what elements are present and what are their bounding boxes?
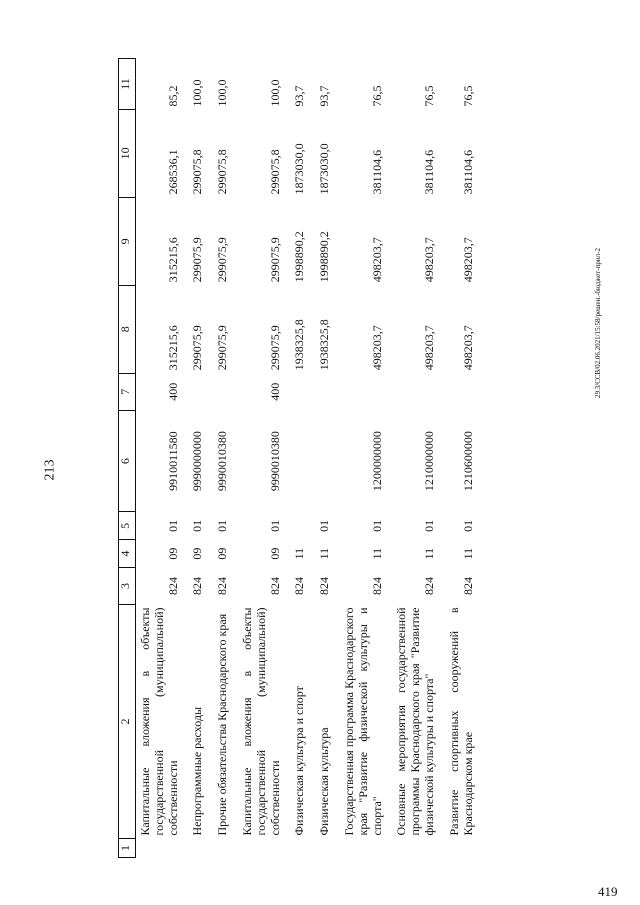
cell-c10: 381104,6: [460, 149, 475, 195]
cell-c7: [340, 373, 392, 410]
cell-c9: 498203,7: [369, 237, 384, 283]
cell-c7: 400: [267, 382, 282, 401]
cell-name: Капитальные вложения в объекты государственной (муниципальной) собственности: [239, 607, 282, 836]
cell-c4: 11: [292, 547, 307, 560]
cell-c11: 93,7: [292, 85, 307, 107]
cell-c4: 09: [165, 547, 180, 560]
cell-c7: 400: [165, 382, 180, 401]
col-header: 10: [119, 109, 136, 197]
cell-c5: 01: [165, 519, 180, 532]
cell-c3: 824: [165, 577, 180, 595]
cell-c11: 85,2: [165, 85, 180, 107]
cell-c11: 76,5: [421, 85, 436, 107]
cell-c11: 100,0: [215, 79, 230, 107]
header-row: [119, 59, 136, 858]
cell-c5: 01: [267, 519, 282, 532]
table-row: [136, 59, 189, 858]
cell-c5: 01: [190, 519, 205, 532]
cell-name: Непрограммные расходы: [190, 706, 205, 836]
cell-c11: 76,5: [460, 85, 475, 107]
cell-c11: 76,5: [369, 85, 384, 107]
cell-c4: 09: [215, 547, 230, 560]
table-row: [290, 59, 315, 858]
cell-c6: 9990010380: [267, 431, 282, 492]
budget-table-container: [118, 58, 558, 858]
col-header: 6: [119, 410, 136, 512]
cell-c4: 09: [267, 547, 282, 560]
cell-c5: 01: [421, 519, 436, 532]
cell-c5: 01: [369, 519, 384, 532]
cell-c3: 824: [317, 577, 332, 595]
cell-index: [445, 839, 484, 858]
table-row: [392, 59, 444, 858]
cell-c9: 498203,7: [460, 237, 475, 283]
cell-c8: 299075,9: [190, 325, 205, 371]
cell-c9: 299075,9: [190, 237, 205, 283]
col-header: 7: [119, 373, 136, 410]
cell-index: [188, 839, 213, 858]
cell-name: Основные мероприятия государственной программы Краснодарского края "Развитие физической культуры и спорта": [394, 607, 436, 836]
cell-c8: 498203,7: [421, 325, 436, 371]
cell-c3: 824: [460, 577, 475, 595]
table-row: [238, 59, 290, 858]
cell-name: Физическая культура и спорт: [292, 686, 307, 836]
cell-c6: 9910011580: [165, 431, 180, 491]
cell-c6: [290, 410, 315, 512]
cell-c9: 1998890,2: [317, 231, 332, 283]
cell-c6: [315, 410, 340, 512]
cell-c10: 1873030,0: [317, 143, 332, 195]
cell-c10: 381104,6: [421, 149, 436, 195]
table-row: [315, 59, 340, 858]
cell-c9: 299075,9: [215, 237, 230, 283]
cell-c7: [290, 373, 315, 410]
cell-c10: 268536,1: [165, 149, 180, 195]
cell-index: [392, 839, 444, 858]
cell-c6: 1210000000: [421, 431, 436, 492]
table-row: [188, 59, 213, 858]
cell-c3: 824: [190, 577, 205, 595]
cell-c11: 100,0: [267, 79, 282, 107]
cell-c10: 299075,8: [190, 149, 205, 195]
cell-c8: 1938325,8: [317, 319, 332, 371]
col-header: 9: [119, 197, 136, 285]
cell-c8: 1938325,8: [292, 319, 307, 371]
cell-c8: 299075,9: [215, 325, 230, 371]
cell-index: [238, 839, 290, 858]
cell-c8: 315215,6: [165, 325, 180, 371]
cell-c11: 100,0: [190, 79, 205, 107]
col-header: 8: [119, 285, 136, 373]
cell-c9: 315215,6: [165, 237, 180, 283]
cell-c7: [392, 373, 444, 410]
cell-c5: 01: [460, 519, 475, 532]
cell-c10: 381104,6: [369, 149, 384, 195]
cell-c6: 9990000000: [190, 431, 205, 492]
cell-c5: 01: [215, 519, 230, 532]
cell-name: Физическая культура: [317, 727, 332, 836]
col-header: 11: [119, 59, 136, 110]
cell-c8: 299075,9: [267, 325, 282, 371]
cell-c7: [188, 373, 213, 410]
cell-c8: 498203,7: [460, 325, 475, 371]
cell-c5: [290, 512, 315, 540]
cell-c5: 01: [317, 519, 332, 532]
cell-c3: 824: [421, 577, 436, 595]
cell-index: [290, 839, 315, 858]
footer-note: 29.3/ССВ/02.06.2021/15:58/решен.-бюджет-прил-2: [594, 248, 602, 398]
col-header: 3: [119, 567, 136, 604]
col-header: 1: [119, 839, 136, 858]
cell-c7: [315, 373, 340, 410]
cell-c10: 1873030,0: [292, 143, 307, 195]
sheet-number: 419: [598, 884, 618, 899]
cell-c6: 1200000000: [369, 431, 384, 492]
table-row: [213, 59, 238, 858]
budget-table: [118, 58, 483, 858]
cell-c3: 824: [292, 577, 307, 595]
cell-c4: 11: [317, 547, 332, 560]
table-row: [340, 59, 392, 858]
cell-name: Прочие обязательства Краснодарского края: [215, 613, 230, 836]
cell-c10: 299075,8: [215, 149, 230, 195]
cell-index: [213, 839, 238, 858]
col-header: 4: [119, 540, 136, 568]
cell-c9: 1998890,2: [292, 231, 307, 283]
cell-index: [315, 839, 340, 858]
cell-c9: 299075,9: [267, 237, 282, 283]
cell-c6: 9990010380: [215, 431, 230, 492]
page-number: 213: [42, 459, 58, 481]
cell-index: [136, 839, 189, 858]
cell-c4: 09: [190, 547, 205, 560]
cell-index: [340, 839, 392, 858]
cell-c11: 93,7: [317, 85, 332, 107]
cell-name: Капитальные вложения в объекты государственной (муниципальной) собственности: [138, 607, 180, 836]
cell-c4: 11: [460, 547, 475, 560]
cell-c7: [445, 373, 484, 410]
col-header: 2: [119, 605, 136, 839]
table-row: [445, 59, 484, 858]
cell-c9: 498203,7: [421, 237, 436, 283]
cell-c4: 11: [369, 547, 384, 560]
cell-c3: 824: [215, 577, 230, 595]
cell-c3: 824: [267, 577, 282, 595]
cell-name: Развитие спортивных сооружений в Краснодарском крае: [446, 607, 475, 836]
cell-c8: 498203,7: [369, 325, 384, 371]
cell-c10: 299075,8: [267, 149, 282, 195]
cell-c4: 11: [421, 547, 436, 560]
cell-name: Государственная программа Краснодарского края "Развитие физической культуры и спорта": [341, 607, 384, 836]
cell-c3: 824: [369, 577, 384, 595]
cell-c7: [213, 373, 238, 410]
col-header: 5: [119, 512, 136, 540]
cell-c6: 1210600000: [460, 431, 475, 492]
